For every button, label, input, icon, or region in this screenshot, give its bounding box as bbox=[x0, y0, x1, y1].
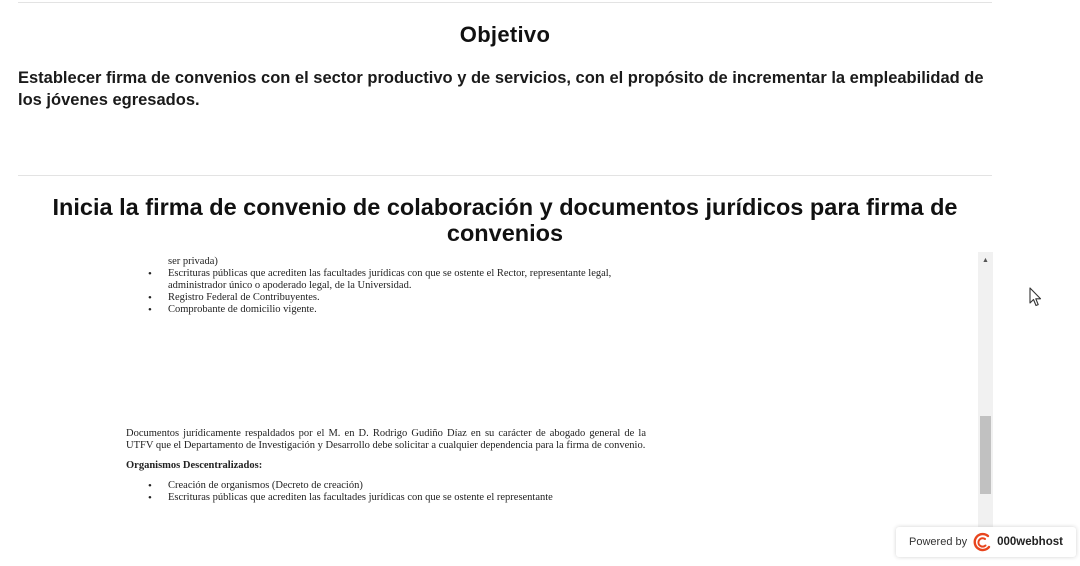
list-item: • Comprobante de domicilio vigente. bbox=[168, 304, 646, 316]
objective-text: Establecer firma de convenios con el sector productivo y de servicios, con el propósito de incrementar la empleabilidad de los jóvenes egresados. bbox=[18, 69, 984, 109]
viewer-scrollbar[interactable] bbox=[978, 252, 993, 556]
scroll-up-arrow-icon[interactable]: ▲ bbox=[982, 256, 989, 264]
objective-heading: Objetivo bbox=[459, 22, 551, 47]
document-viewer[interactable] bbox=[112, 250, 993, 556]
legal-paragraph: Documentos jurídicamente respaldados por el M. en D. Rodrigo Gudiño Díaz en su carácter de abogado general de la UTFV que el Departamento de Investigación y Desarrollo debe solicitar a cualquier dependencia para la firma de convenio. bbox=[126, 428, 646, 451]
mouse-cursor-icon bbox=[1029, 287, 1043, 307]
powered-by-label: Powered by bbox=[909, 536, 968, 548]
scroll-thumb[interactable] bbox=[980, 416, 991, 494]
list-item: • Creación de organismos (Decreto de creación) bbox=[168, 480, 646, 492]
section-divider bbox=[18, 175, 992, 176]
list-item: • Escrituras públicas que acrediten las facultades jurídicas con que se ostente el Rector, representante legal, administrador único o apoderado legal, de la Universidad. bbox=[168, 268, 646, 292]
continued-line: ser privada) bbox=[168, 256, 218, 267]
decentralized-list bbox=[126, 480, 646, 504]
document-page bbox=[126, 256, 646, 504]
powered-by-badge[interactable] bbox=[896, 527, 1076, 557]
top-divider bbox=[18, 2, 992, 3]
requirements-list bbox=[126, 268, 646, 316]
000webhost-brand: 000webhost bbox=[997, 536, 1063, 548]
000webhost-logo-icon bbox=[972, 532, 992, 552]
decentralized-subtitle: Organismos Descentralizados: bbox=[126, 460, 263, 471]
list-item: • Registro Federal de Contribuyentes. bbox=[168, 292, 646, 304]
section-heading: Inicia la firma de convenio de colaboración y documentos jurídicos para firma de convenios bbox=[52, 194, 958, 246]
list-item: • Escrituras públicas que acrediten las facultades jurídicas con que se ostente el representante bbox=[168, 492, 646, 504]
